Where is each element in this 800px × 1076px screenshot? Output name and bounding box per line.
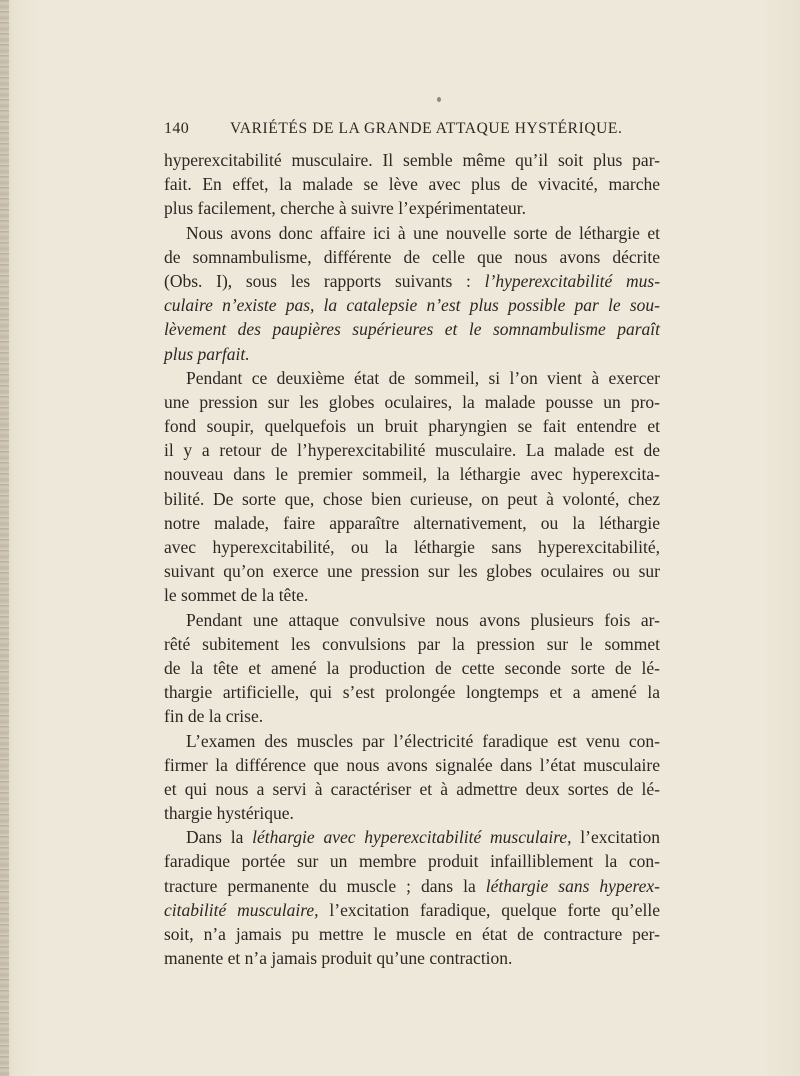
- text-line: Nous avons donc affaire ici à une nouvelle sorte de léthargie et: [186, 222, 660, 243]
- text-fragment: l’excitation faradique, quelque forte qu’elle: [329, 899, 661, 920]
- text-line: firmer la différence que nous avons signalée dans l’état musculaire: [164, 754, 660, 775]
- text-line: et qui nous a servi à caractériser et à admettre deux sortes de lé-: [164, 778, 660, 799]
- text-line: manente et n’a jamais produit qu’une contraction.: [164, 948, 513, 969]
- text-line: de somnambulisme, différente de celle que nous avons décrite: [164, 246, 660, 267]
- text-line: [164, 825, 660, 849]
- text-line: lèvement des paupières supérieures et le somnambulisme paraît: [164, 319, 660, 340]
- text-line: notre malade, faire apparaître alternativement, ou la léthargie: [164, 512, 660, 533]
- text-line: avec hyperexcitabilité, ou la léthargie sans hyperexcitabilité,: [164, 537, 660, 557]
- binding-edge: [0, 0, 9, 1076]
- page-number: 140: [164, 120, 190, 137]
- running-title: VARIÉTÉS DE LA GRANDE ATTAQUE HYSTÉRIQUE.: [230, 120, 623, 137]
- text-line: Pendant une attaque convulsive nous avons plusieurs fois ar-: [186, 609, 660, 630]
- italic-fragment: léthargie avec hyperexcitabilité musculaire,: [252, 827, 572, 848]
- text-line: [164, 874, 660, 898]
- text-fragment: tracture permanente du muscle ; dans la: [164, 875, 476, 896]
- text-line: culaire n’existe pas, la catalepsie n’est plus possible par le sou-: [164, 295, 660, 316]
- text-line: de la tête et amené la production de cette seconde sorte de lé-: [164, 657, 660, 678]
- text-line: hyperexcitabilité musculaire. Il semble même qu’il soit plus par-: [164, 150, 660, 170]
- italic-fragment: léthargie sans hyperex-: [485, 875, 660, 896]
- text-fragment: Dans la: [186, 827, 244, 848]
- body-text: [164, 148, 660, 970]
- text-line: [164, 269, 660, 293]
- text-line: fond soupir, quelquefois un bruit pharyngien se fait entendre et: [164, 416, 660, 437]
- text-line: fait. En effet, la malade se lève avec plus de vivacité, marche: [164, 174, 660, 195]
- text-line: suivant qu’on exerce une pression sur les globes oculaires ou sur: [164, 561, 660, 582]
- text-line: nouveau dans le premier sommeil, la léthargie avec hyperexcita-: [164, 464, 660, 485]
- italic-fragment: l’hyperexcitabilité mus-: [484, 270, 661, 291]
- text-line: le sommet de la tête.: [164, 585, 309, 606]
- text-line: Pendant ce deuxième état de sommeil, si l’on vient à exercer: [186, 367, 660, 388]
- text-line: rêté subitement les convulsions par la pression sur le sommet: [164, 633, 660, 654]
- paper-speck: [437, 97, 441, 102]
- text-line: soit, n’a jamais pu mettre le muscle en état de contracture per-: [164, 924, 660, 944]
- text-fragment: (Obs. I), sous les rapports suivants :: [164, 270, 471, 291]
- text-line: bilité. De sorte que, chose bien curieuse, on peut à volonté, chez: [164, 488, 660, 509]
- running-header: [164, 120, 660, 142]
- text-line: thargie artificielle, qui s’est prolongée longtemps et a amené la: [164, 682, 660, 703]
- text-line: il y a retour de l’hyperexcitabilité musculaire. La malade est de: [164, 440, 660, 461]
- text-line: plus parfait.: [164, 343, 250, 364]
- text-line: faradique portée sur un membre produit infailliblement la con-: [164, 851, 660, 872]
- text-line: thargie hystérique.: [164, 803, 294, 824]
- italic-fragment: citabilité musculaire,: [164, 899, 319, 920]
- text-line: plus facilement, cherche à suivre l’expérimentateur.: [164, 198, 526, 219]
- text-line: L’examen des muscles par l’électricité faradique est venu con-: [186, 730, 660, 751]
- text-line: [164, 898, 660, 922]
- text-line: une pression sur les globes oculaires, la malade pousse un pro-: [164, 391, 660, 412]
- text-line: fin de la crise.: [164, 706, 264, 727]
- text-fragment: l’excitation: [580, 827, 660, 848]
